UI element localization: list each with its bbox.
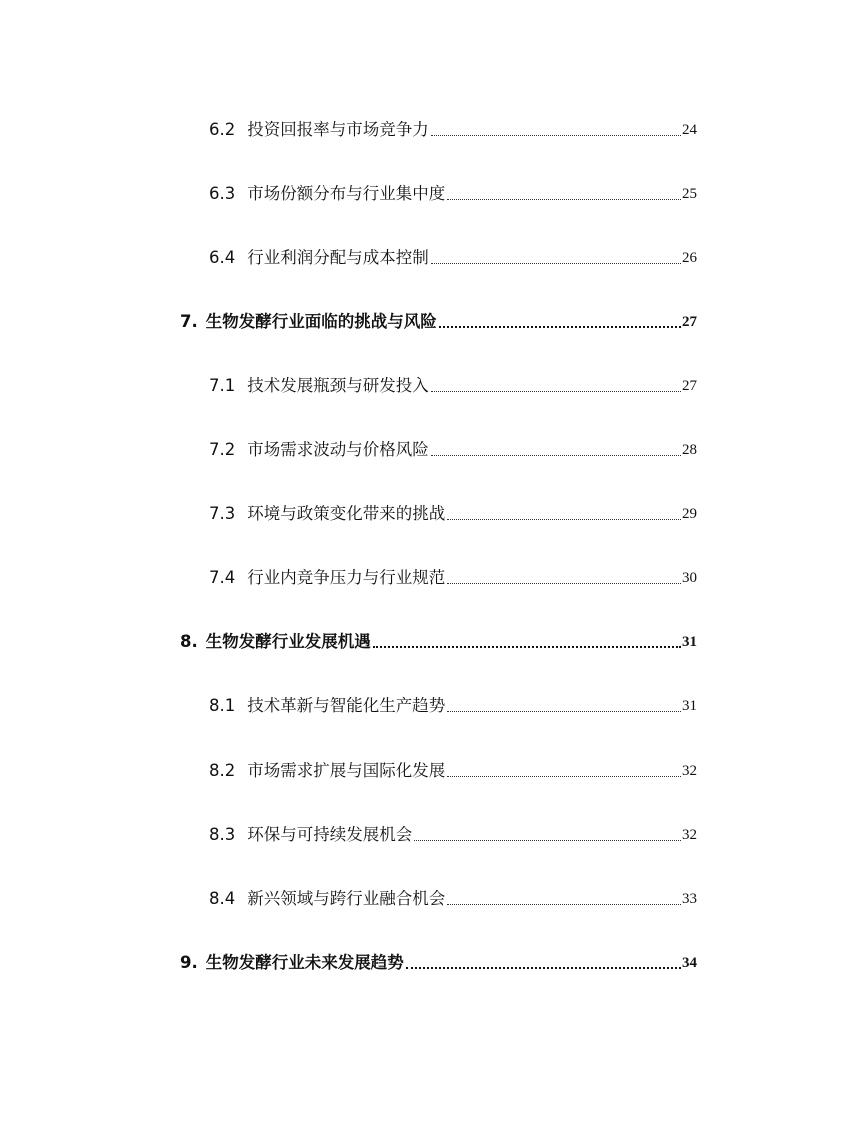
- toc-entry-page: 25: [682, 186, 697, 202]
- toc-entry-number: 8.1: [209, 696, 236, 715]
- toc-entry-title: 市场需求波动与价格风险: [247, 440, 429, 459]
- toc-entry-page: 32: [682, 763, 697, 779]
- toc-entry-number: 6.2: [209, 120, 236, 139]
- toc-entry[interactable]: [209, 438, 697, 462]
- toc-entry-title: 行业内竞争压力与行业规范: [247, 568, 446, 587]
- toc-entry-page: 33: [682, 891, 697, 907]
- toc-entry-page: 26: [682, 250, 697, 266]
- toc-dot-leader: [447, 199, 681, 200]
- toc-entry[interactable]: [209, 374, 697, 398]
- toc-entry[interactable]: [209, 118, 697, 142]
- toc-entry[interactable]: [209, 823, 697, 847]
- toc-entry-page: 28: [682, 442, 697, 458]
- toc-entry[interactable]: [209, 246, 697, 270]
- toc-entry-page: 30: [682, 570, 697, 586]
- toc-chapter-page: 34: [682, 955, 697, 971]
- toc-entry-title: 技术发展瓶颈与研发投入: [247, 376, 429, 395]
- toc-entry-number: 7.2: [209, 440, 236, 459]
- toc-entry-number: 8.2: [209, 761, 236, 780]
- toc-entry-page: 24: [682, 122, 697, 138]
- toc-chapter-entry[interactable]: [180, 630, 697, 654]
- toc-chapter-number: 7.: [180, 312, 198, 331]
- toc-dot-leader: [414, 840, 681, 841]
- toc-dot-leader: [431, 263, 681, 264]
- toc-dot-leader: [431, 455, 681, 456]
- toc-entry-title: 市场需求扩展与国际化发展: [247, 761, 446, 780]
- toc-entry-number: 6.3: [209, 184, 236, 203]
- toc-dot-leader: [373, 646, 681, 648]
- toc-chapter-number: 9.: [180, 953, 198, 972]
- toc-entry[interactable]: [209, 759, 697, 783]
- toc-entry-page: 27: [682, 378, 697, 394]
- toc-chapter-entry[interactable]: [180, 310, 697, 334]
- toc-entry-number: 8.3: [209, 825, 236, 844]
- toc-dot-leader: [447, 583, 681, 584]
- toc-entry-page: 31: [682, 698, 697, 714]
- toc-chapter-page: 27: [682, 314, 697, 330]
- toc-chapter-entry[interactable]: [180, 951, 697, 975]
- toc-chapter-title: 生物发酵行业面临的挑战与风险: [205, 312, 437, 331]
- toc-entry-page: 29: [682, 506, 697, 522]
- toc-entry[interactable]: [209, 566, 697, 590]
- toc-entry-title: 新兴领域与跨行业融合机会: [247, 889, 446, 908]
- toc-entry-number: 7.1: [209, 376, 236, 395]
- toc-dot-leader: [431, 135, 681, 136]
- toc-entry-title: 行业利润分配与成本控制: [247, 248, 429, 267]
- toc-dot-leader: [447, 519, 681, 520]
- toc-entry[interactable]: [209, 182, 697, 206]
- toc-dot-leader: [439, 326, 681, 328]
- toc-entry-number: 6.4: [209, 248, 236, 267]
- toc-entry[interactable]: [209, 502, 697, 526]
- toc-chapter-number: 8.: [180, 632, 198, 651]
- toc-entry[interactable]: [209, 694, 697, 718]
- toc-entry-page: 32: [682, 827, 697, 843]
- toc-chapter-page: 31: [682, 634, 697, 650]
- toc-entry-title: 投资回报率与市场竞争力: [247, 120, 429, 139]
- toc-dot-leader: [447, 904, 681, 905]
- toc-entry-number: 7.4: [209, 568, 236, 587]
- toc-entry[interactable]: [209, 887, 697, 911]
- toc-dot-leader: [431, 391, 681, 392]
- toc-entry-title: 环保与可持续发展机会: [247, 825, 413, 844]
- toc-entry-title: 环境与政策变化带来的挑战: [247, 504, 446, 523]
- toc-entry-number: 8.4: [209, 889, 236, 908]
- toc-dot-leader: [406, 967, 681, 969]
- toc-entry-title: 市场份额分布与行业集中度: [247, 184, 446, 203]
- toc-entry-title: 技术革新与智能化生产趋势: [247, 696, 446, 715]
- toc-dot-leader: [447, 711, 681, 712]
- toc-entry-number: 7.3: [209, 504, 236, 523]
- toc-dot-leader: [447, 776, 681, 777]
- toc-chapter-title: 生物发酵行业未来发展趋势: [205, 953, 404, 972]
- toc-chapter-title: 生物发酵行业发展机遇: [205, 632, 371, 651]
